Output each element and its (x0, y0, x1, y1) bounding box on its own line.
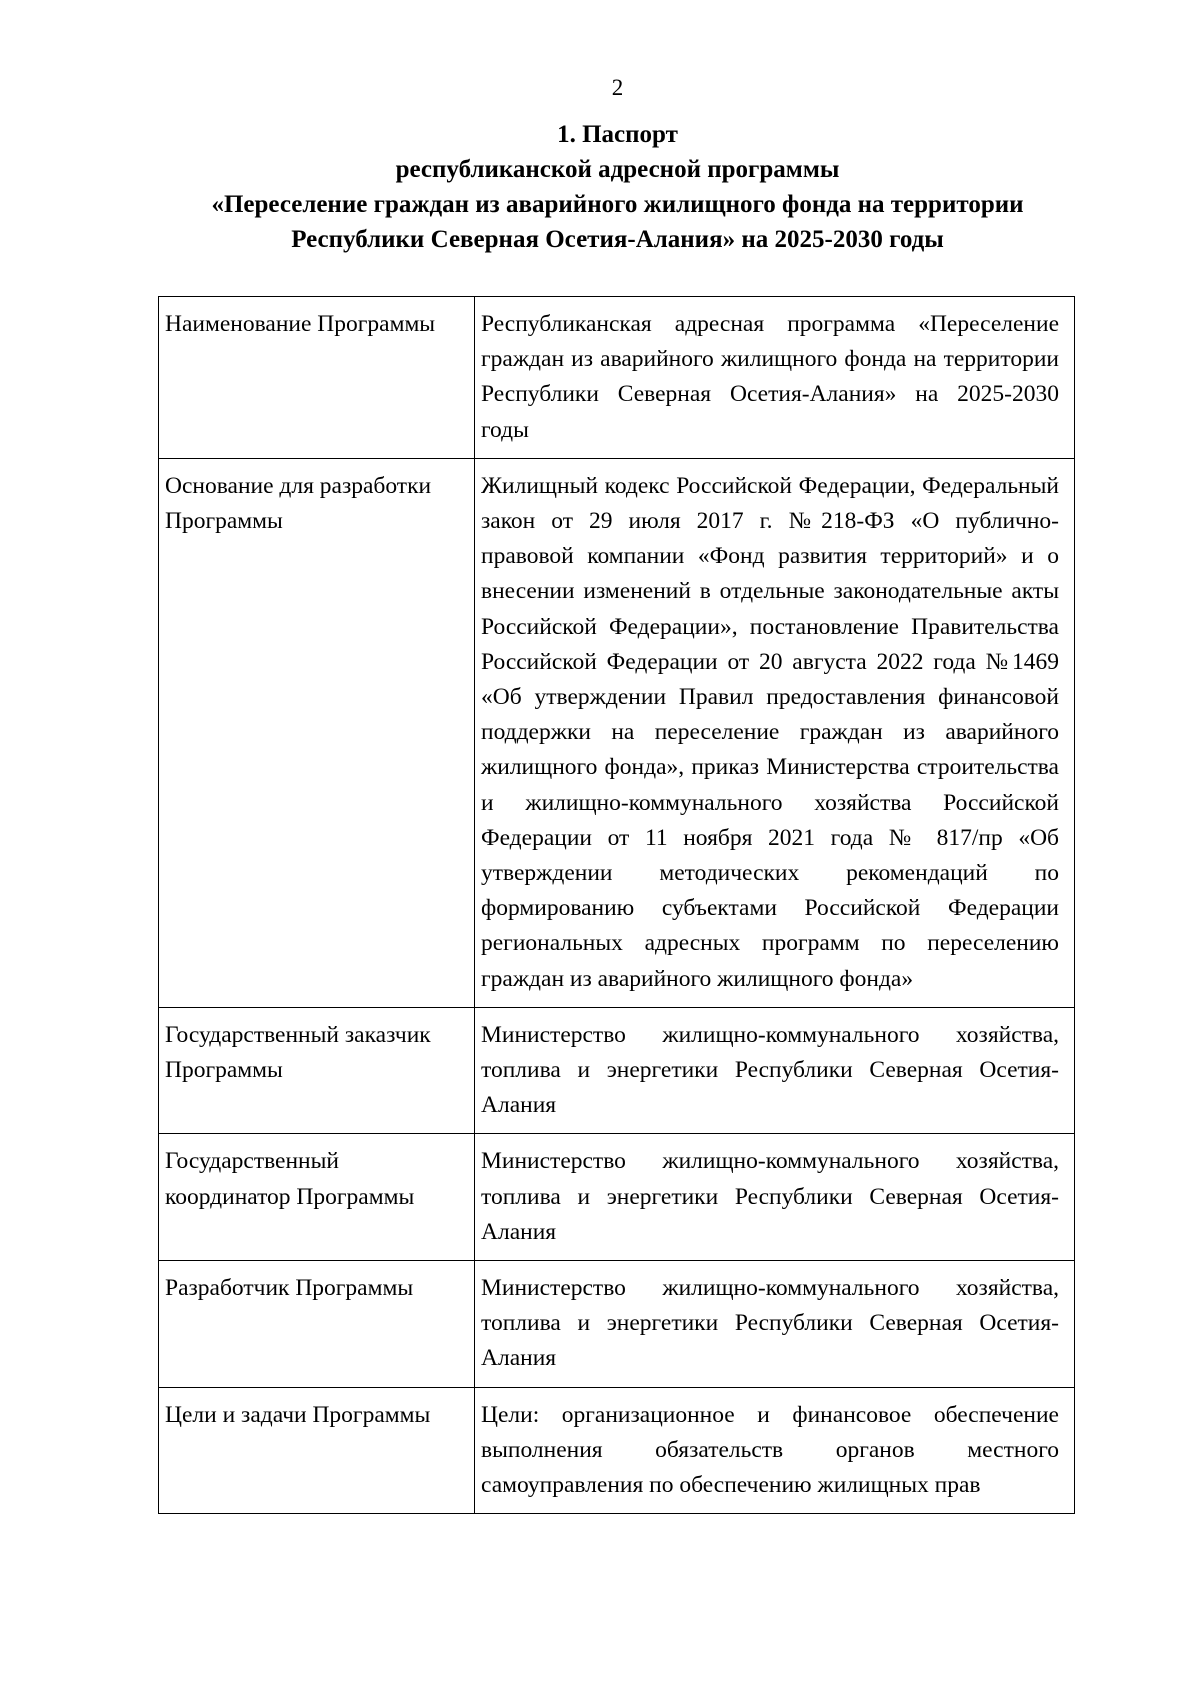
title-line-4: Республики Северная Осетия-Алания» на 2025-2030 годы (291, 226, 944, 253)
title-line-1: 1. Паспорт (557, 121, 678, 148)
row-label: Государственный координатор Программы (159, 1134, 475, 1261)
document-title (120, 117, 1115, 257)
row-label: Разработчик Программы (159, 1261, 475, 1388)
table-row (159, 1134, 1075, 1261)
table-row (159, 458, 1075, 1007)
row-label: Цели и задачи Программы (159, 1387, 475, 1514)
row-value: Министерство жилищно-коммунального хозяйства, топлива и энергетики Республики Северная Осетия-Алания (475, 1134, 1075, 1261)
row-label: Основание для разработки Программы (159, 458, 475, 1007)
title-line-2: республиканской адресной программы (395, 156, 840, 183)
page-number: 2 (611, 75, 624, 100)
table-row (159, 1007, 1075, 1134)
table-row (159, 1261, 1075, 1388)
row-value: Жилищный кодекс Российской Федерации, Федеральный закон от 29 июля 2017 г. №218-ФЗ «О публично-правовой компании «Фонд развития территорий» и о внесении изменений в отдельные законодательные акты Российской Федерации», постановление Правительства Российской Федерации от 20 августа 2022 года №1469 «Об утверждении Правил предоставления финансовой поддержки на переселение граждан из аварийного жилищного фонда», приказ Министерства строительства и жилищно-коммунального хозяйства Российской Федерации от 11 ноября 2021 года № 817/пр «Об утверждении методических рекомендаций по формированию субъектами Российской Федерации региональных адресных программ по переселению граждан из аварийного жилищного фонда» (475, 458, 1075, 1007)
row-label: Государственный заказчик Программы (159, 1007, 475, 1134)
table-row (159, 1387, 1075, 1514)
row-value: Республиканская адресная программа «Переселение граждан из аварийного жилищного фонда на территории Республики Северная Осетия-Алания» на 2025-2030 годы (475, 297, 1075, 459)
table-row (159, 297, 1075, 459)
row-value: Министерство жилищно-коммунального хозяйства, топлива и энергетики Республики Северная Осетия-Алания (475, 1261, 1075, 1388)
title-line-3: «Переселение граждан из аварийного жилищного фонда на территории (211, 191, 1024, 218)
row-value: Цели: организационное и финансовое обеспечение выполнения обязательств органов местного самоуправления по обеспечению жилищных прав (475, 1387, 1075, 1514)
passport-table (158, 296, 1075, 1514)
row-value: Министерство жилищно-коммунального хозяйства, топлива и энергетики Республики Северная Осетия-Алания (475, 1007, 1075, 1134)
row-label: Наименование Программы (159, 297, 475, 459)
